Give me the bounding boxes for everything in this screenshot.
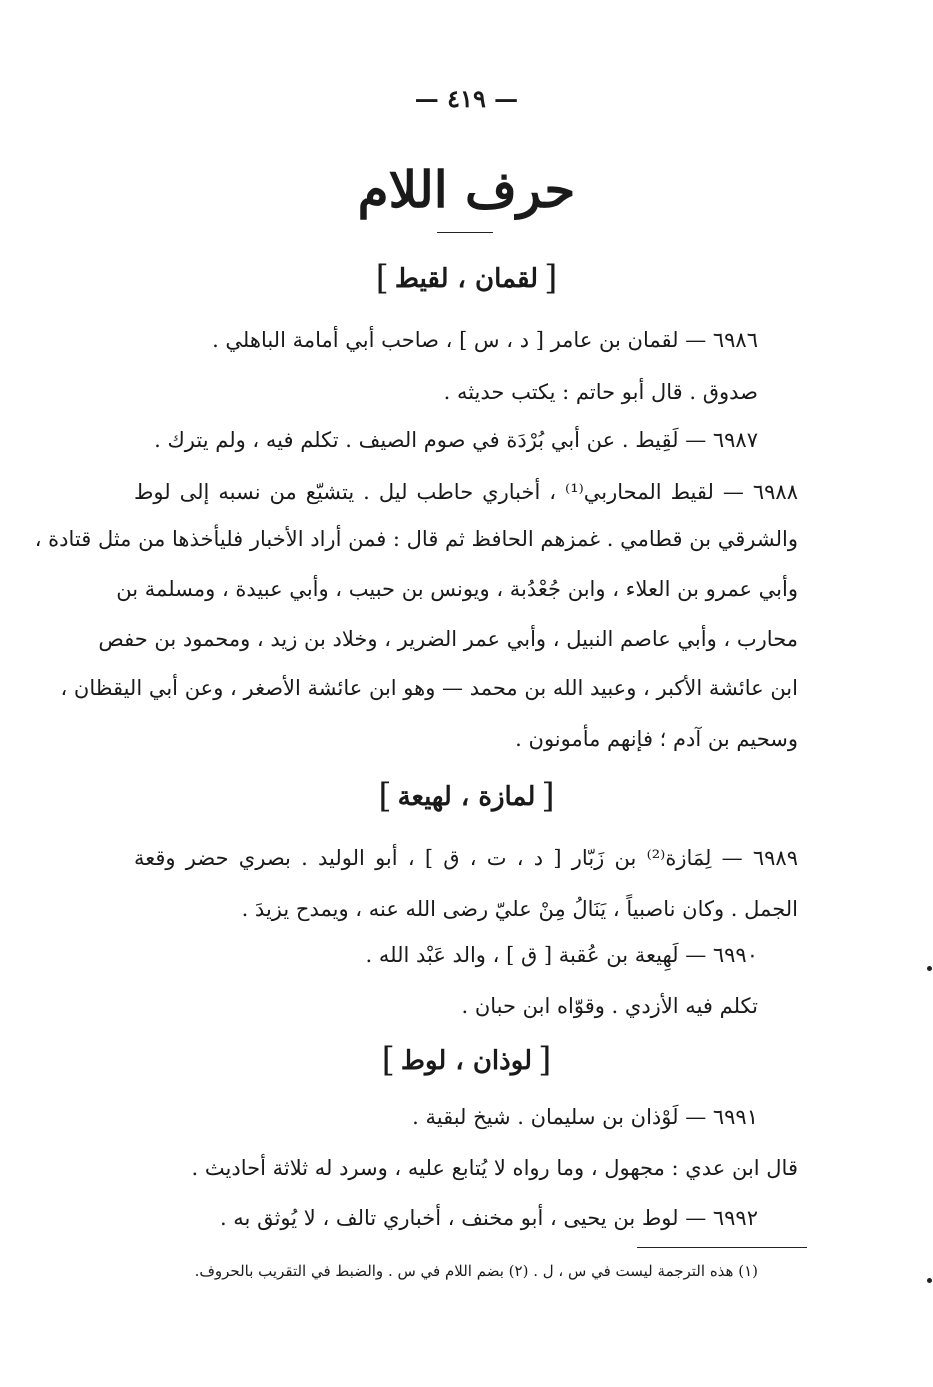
entry-6990: ٦٩٩٠ — لَهِيعة بن عُقبة [ ق ] ، والد عَبْد الله . [365, 943, 758, 967]
footnote-divider [637, 1247, 807, 1248]
entry-6989-line-2: الجمل . وكان ناصبياً ، يَنَالُ مِنْ عليّ رضى الله عنه ، ويمدح يزيدَ . [241, 897, 798, 921]
chapter-title: حرف اللام [357, 160, 576, 219]
entry-6988-line-5: ابن عائشة الأكبر ، وعبيد الله بن محمد — وهو ابن عائشة الأصغر ، وعن أبي اليقظان ، [60, 676, 798, 700]
entry-6992: ٦٩٩٢ — لوط بن يحيى ، أبو مخنف ، أخباري تالف ، لا يُوثق به . [219, 1206, 758, 1230]
entry-6988: ٦٩٨٨ — لقيط المحاربي⁽¹⁾ ، أخباري حاطب ليل . يتشيّع من نسبه إلى لوط [134, 480, 798, 504]
title-divider [437, 232, 493, 233]
entry-6988-line-2: والشرقي بن قطامي . غمزهم الحافظ ثم قال : فمن أراد الأخبار فليأخذها من مثل قتادة ، [34, 527, 798, 551]
page-number: — ٤١٩ — [414, 84, 519, 113]
footnotes: (١) هذه الترجمة ليست في س ، ل . (٢) بضم اللام في س . والضبط في التقريب بالحروف. [194, 1262, 758, 1280]
section-heading-text: لمازة ، لهيعة [397, 782, 536, 812]
entry-6988-line-4: محارب ، وأبي عاصم النبيل ، وأبي عمر الضرير ، وخلاد بن زيد ، ومحمود بن حفص [98, 627, 798, 651]
entry-6988-line-3: وأبي عمرو بن العلاء ، وابن جُعْدُبة ، ويونس بن حبيب ، وأبي عبيدة ، ومسلمة بن [116, 577, 798, 601]
section-heading-luqman-laqit: [ لقمان ، لقيط ] [375, 258, 558, 298]
scan-speck [927, 1278, 932, 1283]
section-heading-lumaza-lahia: [ لمازة ، لهيعة ] [378, 776, 555, 816]
entry-6987: ٦٩٨٧ — لَقِيط . عن أبي بُرْدَة في صوم الصيف . تكلم فيه ، ولم يترك . [154, 428, 758, 452]
entry-6990-note: تكلم فيه الأزدي . وقوّاه ابن حبان . [461, 994, 758, 1018]
entry-6991-note: قال ابن عدي : مجهول ، وما رواه لا يُتابع عليه ، وسرد له ثلاثة أحاديث . [191, 1156, 798, 1180]
entry-6988-line-6: وسحيم بن آدم ؛ فإنهم مأمونون . [515, 727, 798, 751]
section-heading-text: لوذان ، لوط [400, 1046, 533, 1076]
entry-6989: ٦٩٨٩ — لِمَازة⁽²⁾ بن زَبّار [ د ، ت ، ق ] ، أبو الوليد . بصري حضر وقعة [134, 846, 798, 870]
scan-speck [927, 966, 932, 971]
entry-6991: ٦٩٩١ — لَوْذان بن سليمان . شيخ لبقية . [412, 1105, 758, 1129]
entry-6986-note: صدوق . قال أبو حاتم : يكتب حديثه . [443, 380, 758, 404]
section-heading-text: لقمان ، لقيط [394, 264, 539, 294]
section-heading-lawdhan-lut: [ لوذان ، لوط ] [381, 1040, 552, 1080]
entry-6986: ٦٩٨٦ — لقمان بن عامر [ د ، س ] ، صاحب أبي أمامة الباهلي . [212, 328, 758, 352]
